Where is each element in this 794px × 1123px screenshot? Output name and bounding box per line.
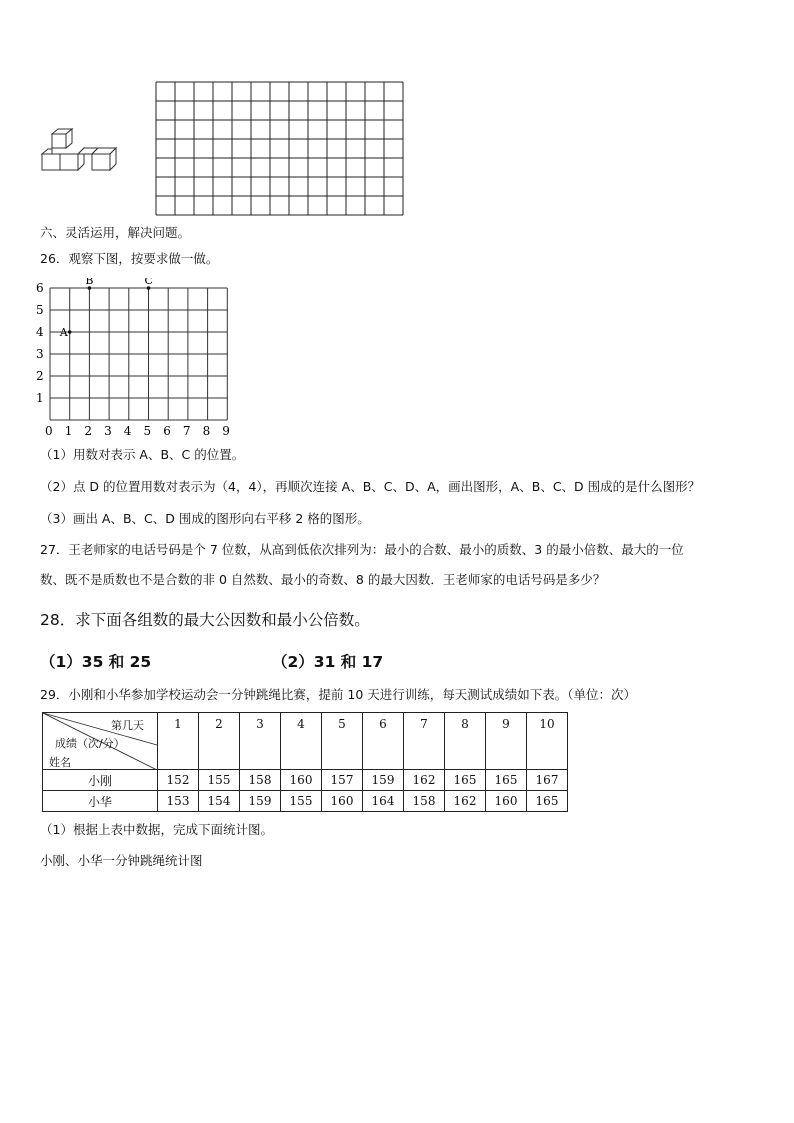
header-day-label: 第几天 — [111, 719, 144, 732]
x-tick-label: 9 — [222, 424, 230, 438]
q27-line2: 数、既不是质数也不是合数的非 0 自然数、最小的奇数、8 的最大因数．王老师家的电话号码是多少？ — [40, 572, 606, 587]
q28-part2: （2）31 和 17 — [272, 653, 384, 671]
q27-line1: 27．王老师家的电话号码是个 7 位数，从高到低依次排列为：最小的合数、最小的质数、3 的最小倍数、最大的一位 — [40, 542, 684, 557]
table-cell: 155 — [199, 770, 240, 791]
q26-sub3: （3）画出 A、B、C、D 围成的图形向右平移 2 格的图形。 — [40, 511, 370, 526]
table-cell: 162 — [404, 770, 445, 791]
coordinate-grid — [30, 278, 240, 444]
day-header: 10 — [527, 713, 568, 770]
y-tick-label: 1 — [36, 391, 44, 405]
table-header-diagonal — [43, 713, 158, 770]
q29-sub1: （1）根据上表中数据，完成下面统计图。 — [40, 822, 273, 837]
day-header: 6 — [363, 713, 404, 770]
table-cell: 160 — [486, 791, 527, 812]
x-tick-label: 1 — [64, 424, 73, 438]
q26-sub2: （2）点 D 的位置用数对表示为（4，4），再顺次连接 A、B、C、D、A，画出图形，A、B、C、D 围成的是什么图形？ — [40, 479, 701, 494]
table-cell: 153 — [158, 791, 199, 812]
table-cell: 157 — [322, 770, 363, 791]
row-name: 小刚 — [43, 770, 158, 791]
y-tick-label: 2 — [36, 369, 44, 383]
table-cell: 167 — [527, 770, 568, 791]
x-tick-label: 4 — [123, 424, 132, 438]
point-c-label: C — [144, 278, 153, 287]
x-tick-label: 2 — [84, 424, 93, 438]
table-cell: 165 — [527, 791, 568, 812]
drawing-grid — [155, 81, 405, 221]
header-score-label: 成绩（次/分） — [55, 737, 125, 750]
table-cell: 155 — [281, 791, 322, 812]
point-a-label: A — [59, 326, 68, 339]
day-header: 3 — [240, 713, 281, 770]
y-tick-label: 5 — [36, 303, 44, 317]
table-cell: 152 — [158, 770, 199, 791]
row-name: 小华 — [43, 791, 158, 812]
q26-sub1: （1）用数对表示 A、B、C 的位置。 — [40, 447, 245, 462]
section-six-heading: 六、灵活运用，解决问题。 — [40, 225, 191, 240]
x-tick-label: 0 — [45, 424, 53, 438]
table-cell: 158 — [240, 770, 281, 791]
table-cell: 162 — [445, 791, 486, 812]
q29-title: 29．小刚和小华参加学校运动会一分钟跳绳比赛，提前 10 天进行训练，每天测试成绩如下表。（单位：次） — [40, 687, 637, 702]
q26-title: 26．观察下图，按要求做一做。 — [40, 251, 219, 266]
table-cell: 154 — [199, 791, 240, 812]
day-header: 1 — [158, 713, 199, 770]
table-cell: 160 — [322, 791, 363, 812]
day-header: 5 — [322, 713, 363, 770]
table-row — [43, 791, 568, 812]
table-cell: 160 — [281, 770, 322, 791]
table-cell: 165 — [445, 770, 486, 791]
day-header: 8 — [445, 713, 486, 770]
score-table — [42, 712, 568, 812]
header-name-label: 姓名 — [49, 756, 71, 769]
point-a-marker — [68, 330, 72, 334]
y-tick-label: 4 — [36, 325, 44, 339]
y-tick-label: 6 — [36, 281, 44, 295]
q28-part1: （1）35 和 25 — [40, 653, 152, 671]
x-tick-label: 8 — [202, 424, 211, 438]
x-tick-label: 6 — [163, 424, 171, 438]
point-b-label: B — [85, 278, 94, 287]
day-header: 7 — [404, 713, 445, 770]
q28-title: 28．求下面各组数的最大公因数和最小公倍数。 — [40, 611, 370, 629]
table-cell: 164 — [363, 791, 404, 812]
chart-caption: 小刚、小华一分钟跳绳统计图 — [40, 853, 203, 868]
table-cell: 165 — [486, 770, 527, 791]
x-tick-label: 5 — [143, 424, 152, 438]
day-header: 2 — [199, 713, 240, 770]
day-header: 9 — [486, 713, 527, 770]
day-header: 4 — [281, 713, 322, 770]
table-cell: 158 — [404, 791, 445, 812]
y-tick-label: 3 — [36, 347, 44, 361]
table-row — [43, 770, 568, 791]
table-cell: 159 — [240, 791, 281, 812]
x-tick-label: 7 — [182, 424, 191, 438]
table-cell: 159 — [363, 770, 404, 791]
x-tick-label: 3 — [104, 424, 112, 438]
cube-stack-figure — [40, 128, 120, 178]
